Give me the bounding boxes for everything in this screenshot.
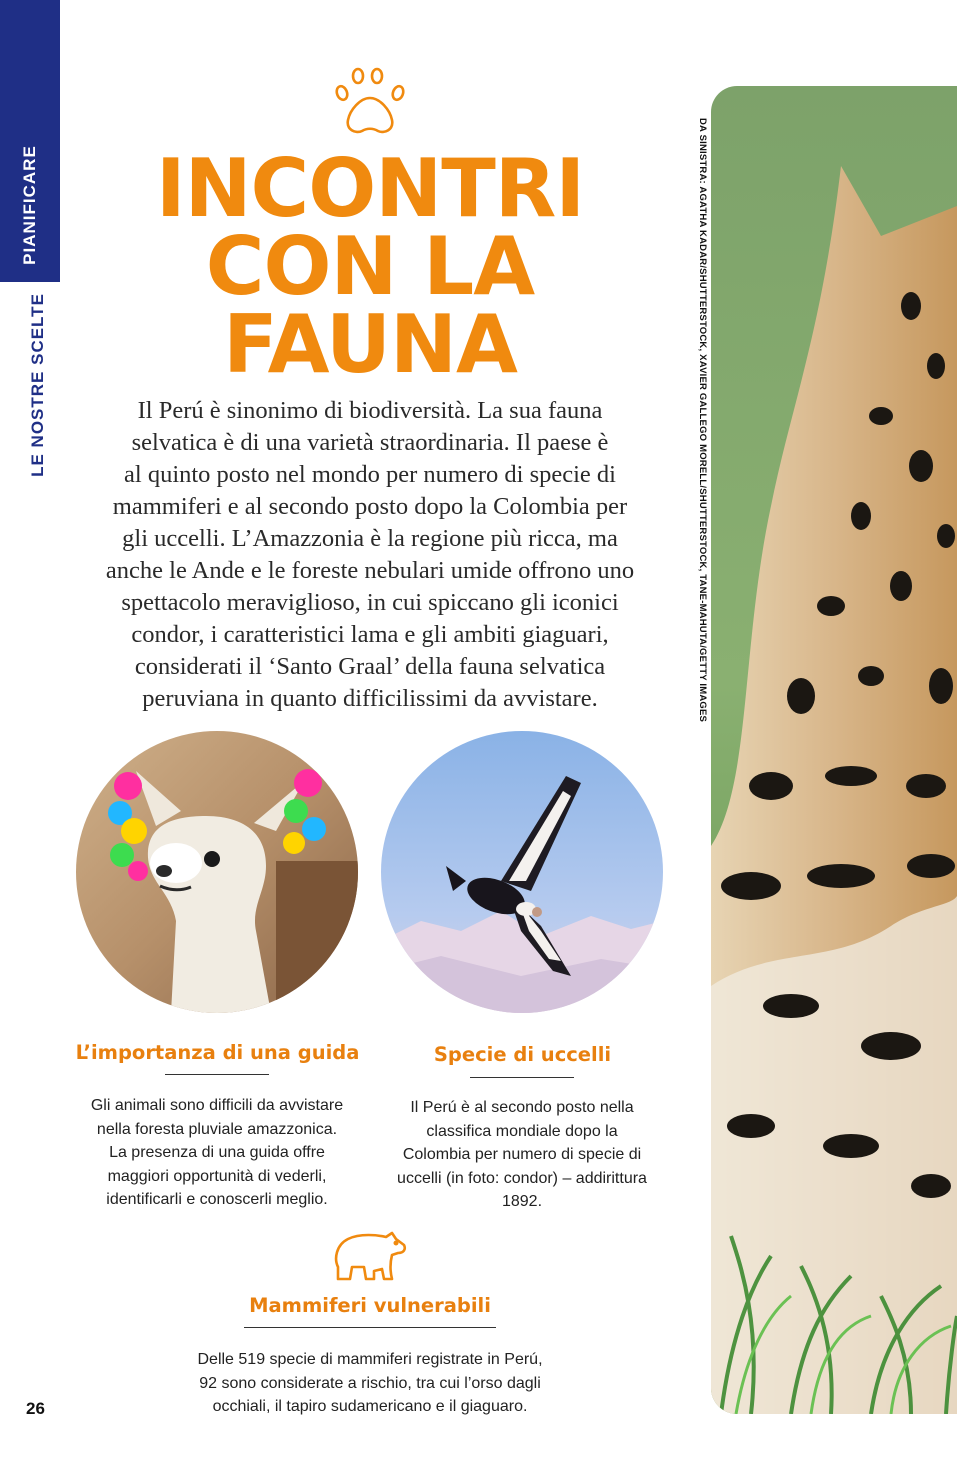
bear-icon <box>330 1227 410 1285</box>
guide-line: identificarli e conoscerli meglio. <box>106 1191 328 1208</box>
mammals-heading: Mammiferi vulnerabili <box>249 1294 491 1317</box>
mammals-line: Delle 519 specie di mammiferi registrate in Perú, <box>197 1351 543 1368</box>
llama-photo <box>76 731 358 1013</box>
intro-line: gli uccelli. L’Amazzonia è la regione più ricca, ma <box>122 525 618 552</box>
birds-line: Colombia per numero di specie di <box>402 1146 642 1163</box>
birds-line: classifica mondiale dopo la <box>426 1122 618 1140</box>
intro-line: anche le Ande e le foreste nebulari umide offrono uno <box>105 557 635 584</box>
sidebar-section-label: LE NOSTRE SCELTE <box>28 293 47 477</box>
birds-line: uccelli (in foto: condor) – addirittura <box>397 1169 647 1187</box>
birds-text <box>367 1096 677 1214</box>
intro-line: selvatica è di una varietà straordinaria. Il paese è <box>131 429 609 456</box>
intro-paragraph <box>70 395 670 715</box>
jaguar-photo <box>711 86 957 1414</box>
paw-icon <box>330 62 410 140</box>
guide-line: maggiori opportunità di vederli, <box>107 1167 327 1185</box>
page-number: 26 <box>26 1399 45 1418</box>
guide-line: La presenza di una guida offre <box>109 1144 325 1161</box>
title-line: CON LA <box>205 220 535 313</box>
title-line: FAUNA <box>223 298 517 391</box>
intro-line: peruviana in quanto difficilissimi da avvistare. <box>142 685 598 712</box>
intro-line: condor, i caratteristici lama e gli ambiti giaguari, <box>131 621 609 648</box>
mammals-line: occhiali, il tapiro sudamericano e il giaguaro. <box>212 1398 528 1415</box>
intro-line: spettacolo meraviglioso, in cui spiccano gli iconici <box>121 589 619 616</box>
guide-divider <box>165 1074 269 1075</box>
guide-text <box>62 1094 372 1212</box>
guide-line: Gli animali sono difficili da avvistare <box>90 1097 344 1114</box>
mammals-divider <box>244 1327 496 1328</box>
intro-line: considerati il ‘Santo Graal’ della fauna selvatica <box>134 653 606 680</box>
guide-line: nella foresta pluviale amazzonica. <box>96 1120 338 1138</box>
title-line: INCONTRI <box>155 142 585 235</box>
condor-photo <box>381 731 663 1013</box>
birds-heading: Specie di uccelli <box>433 1043 612 1066</box>
sidebar-tab-label: PIANIFICARE <box>20 145 39 265</box>
intro-line: Il Perú è sinonimo di biodiversità. La sua fauna <box>137 397 603 424</box>
birds-line: Il Perú è al secondo posto nella <box>410 1099 634 1116</box>
page-title <box>130 142 610 391</box>
birds-line: 1892. <box>501 1193 543 1210</box>
mammals-line: 92 sono considerate a rischio, tra cui l’orso dagli <box>199 1374 541 1392</box>
intro-line: al quinto posto nel mondo per numero di specie di <box>124 461 616 488</box>
photo-credit: DA SINISTRA: AGATHA KADAR/SHUTTERSTOCK, XAVIER GALLEGO MORELL/SHUTTERSTOCK, TANE-MAHUTA/GETTY IMAGES <box>697 118 708 723</box>
birds-divider <box>470 1077 574 1078</box>
intro-line: mammiferi e al secondo posto dopo la Colombia per <box>112 493 628 520</box>
mammals-text <box>150 1348 590 1419</box>
guide-heading: L’importanza di una guida <box>75 1041 360 1064</box>
